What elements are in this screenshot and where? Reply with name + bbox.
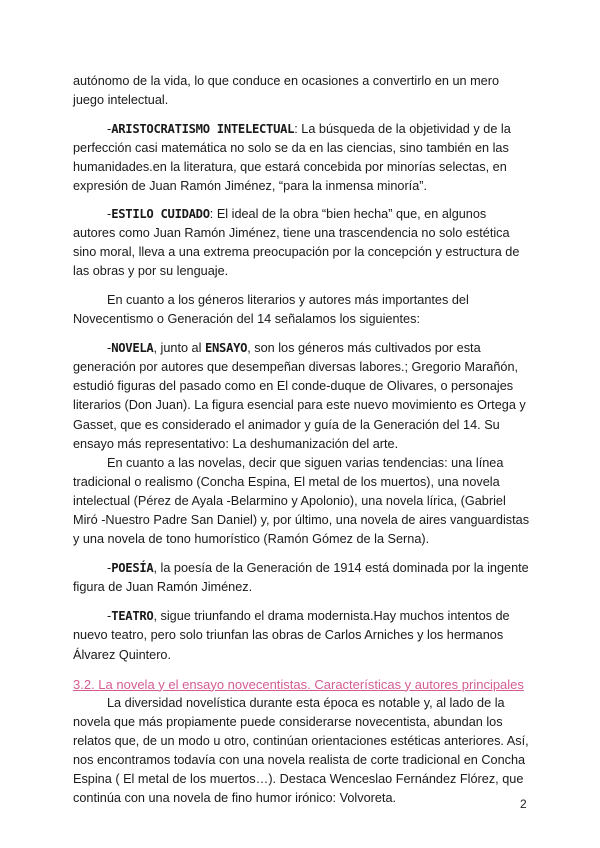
- paragraph-tendencias: En cuanto a las novelas, decir que siguen varias tendencias: una línea tradicional o realismo (Concha Espina, El metal de los muertos), una novela intelectual (Pérez de Ayala -Belarmino y Apolonio), una novela lírica, (Gabriel Miró -Nuestro Padre San Daniel) y, por último, una novela de aires vanguardistas y una novela de tono humorístico (Ramón Gómez de la Serna).: [73, 455, 530, 547]
- paragraph-text: , la poesía de la Generación de 1914 está dominada por la ingente figura de Juan Ramón Jiménez.: [73, 561, 529, 595]
- paragraph-estilo: [73, 205, 531, 281]
- page-number: 2: [520, 797, 527, 811]
- dash: -: [107, 609, 112, 624]
- paragraph-text: , sigue triunfando el drama modernista.Hay muchos intentos de nuevo teatro, pero solo triunfan las obras de Carlos Arniches y los hermanos Álvarez Quintero.: [73, 609, 510, 662]
- keyword-aristocratismo: ARISTOCRATISMO INTELECTUAL: [111, 122, 295, 137]
- keyword-ensayo: ENSAYO: [204, 341, 248, 356]
- paragraph-text: : El ideal de la obra “bien hecha” que, en algunos autores como Juan Ramón Jiménez, tiene una trascendencia no solo estética sino moral, lleva a una extrema preocupación por la concepción y estructura de las obras y por su lenguaje.: [73, 206, 520, 278]
- dash: -: [107, 206, 112, 221]
- dash: -: [107, 341, 112, 356]
- paragraph-teatro: [73, 607, 531, 664]
- paragraph-text: : La búsqueda de la objetividad y de la perfección casi matemática no solo se da en las ciencias, sino también en las humanidades.en la literatura, que estará concebida por minorías selectas, en expresión de Juan Ramón Jiménez, “para la inmensa minoría”.: [73, 122, 511, 194]
- document-body: [73, 72, 531, 808]
- keyword-estilo: ESTILO CUIDADO: [111, 206, 210, 221]
- paragraph-poesia: [73, 559, 531, 597]
- dash: -: [107, 561, 112, 576]
- paragraph-novela: [73, 339, 531, 454]
- paragraph-text: , junto al: [153, 341, 205, 356]
- paragraph-continuation: autónomo de la vida, lo que conduce en ocasiones a convertirlo en un mero juego intelectual.: [73, 74, 500, 108]
- dash: -: [107, 122, 112, 137]
- keyword-poesia: POESÍA: [111, 561, 154, 576]
- paragraph-diversidad: La diversidad novelística durante esta época es notable y, al lado de la novela que más propiamente puede considerarse novecentista, abundan los relatos que, de un modo u otro, continúan orientaciones estéticas anteriores. Así, nos encontramos todavía con una novela realista de corte tradicional en Concha Espina ( El metal de los muertos…). Destaca Wenceslao Fernández Flórez, que continúa con una novela de fino humor irónico: Volvoreta.: [73, 695, 529, 806]
- section-heading: 3.2. La novela y el ensayo novecentistas. Características y autores principales: [73, 676, 524, 692]
- keyword-novela: NOVELA: [111, 341, 154, 356]
- paragraph-text: , son los géneros más cultivados por esta generación por autores que desempeñan diversas labores.; Gregorio Marañón, estudió figuras del pasado como en El conde-duque de Olivares, o personajes literarios (Don Juan). La figura esencial para este nuevo movimiento es Ortega y Gasset, que es considerado el animador y guía de la Generación del 14. Su ensayo más representativo: La deshumanización del arte.: [73, 341, 526, 451]
- keyword-teatro: TEATRO: [111, 609, 154, 624]
- paragraph-aristocratismo: [73, 120, 531, 196]
- paragraph-generos: En cuanto a los géneros literarios y autores más importantes del Novecentismo o Generación del 14 señalamos los siguientes:: [73, 292, 469, 327]
